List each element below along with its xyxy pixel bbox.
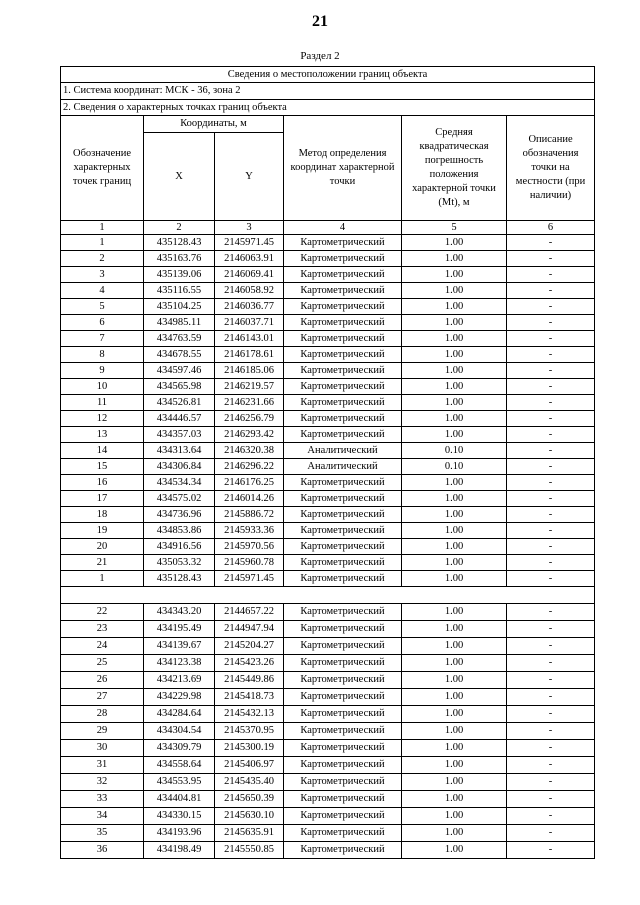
column-number: 2 — [144, 221, 215, 235]
column-number: 4 — [284, 221, 402, 235]
coord-x: 435053.32 — [144, 555, 215, 571]
coord-y: 2145370.95 — [215, 723, 284, 740]
description: - — [507, 740, 595, 757]
error-value: 1.00 — [402, 347, 507, 363]
description: - — [507, 475, 595, 491]
error-value: 1.00 — [402, 604, 507, 621]
coord-y: 2145300.19 — [215, 740, 284, 757]
column-number: 5 — [402, 221, 507, 235]
error-value: 1.00 — [402, 523, 507, 539]
point-number: 1 — [61, 571, 144, 587]
error-value: 1.00 — [402, 723, 507, 740]
description: - — [507, 459, 595, 475]
coord-y: 2145970.56 — [215, 539, 284, 555]
point-number: 11 — [61, 395, 144, 411]
coord-x: 434313.64 — [144, 443, 215, 459]
description: - — [507, 791, 595, 808]
method: Картометрический — [284, 491, 402, 507]
table-row — [61, 475, 595, 491]
description: - — [507, 235, 595, 251]
method: Картометрический — [284, 251, 402, 267]
error-value: 1.00 — [402, 491, 507, 507]
coord-x: 434678.55 — [144, 347, 215, 363]
method: Картометрический — [284, 379, 402, 395]
table-row — [61, 672, 595, 689]
coord-x: 435128.43 — [144, 571, 215, 587]
point-number: 29 — [61, 723, 144, 740]
table-row — [61, 808, 595, 825]
table-row — [61, 395, 595, 411]
coord-x: 434853.86 — [144, 523, 215, 539]
description: - — [507, 621, 595, 638]
description: - — [507, 267, 595, 283]
error-value: 1.00 — [402, 331, 507, 347]
method: Картометрический — [284, 689, 402, 706]
coord-x: 434736.96 — [144, 507, 215, 523]
point-number: 27 — [61, 689, 144, 706]
method: Картометрический — [284, 315, 402, 331]
description: - — [507, 672, 595, 689]
coord-y: 2145550.85 — [215, 842, 284, 859]
coord-y: 2145435.40 — [215, 774, 284, 791]
point-number: 4 — [61, 283, 144, 299]
method: Картометрический — [284, 475, 402, 491]
table-row — [61, 427, 595, 443]
description: - — [507, 411, 595, 427]
coord-y: 2146176.25 — [215, 475, 284, 491]
point-number: 21 — [61, 555, 144, 571]
error-value: 1.00 — [402, 672, 507, 689]
coord-y: 2145650.39 — [215, 791, 284, 808]
description: - — [507, 539, 595, 555]
method: Картометрический — [284, 808, 402, 825]
header-point-designation: Обозначение характерных точек границ — [61, 116, 144, 221]
method: Картометрический — [284, 842, 402, 859]
point-number: 14 — [61, 443, 144, 459]
point-number: 6 — [61, 315, 144, 331]
description: - — [507, 774, 595, 791]
method: Картометрический — [284, 235, 402, 251]
coord-x: 434309.79 — [144, 740, 215, 757]
boundary-points-table — [60, 66, 595, 859]
method: Картометрический — [284, 706, 402, 723]
error-value: 1.00 — [402, 808, 507, 825]
coord-y: 2146063.91 — [215, 251, 284, 267]
point-number: 35 — [61, 825, 144, 842]
coord-y: 2146231.66 — [215, 395, 284, 411]
coord-y: 2146037.71 — [215, 315, 284, 331]
description: - — [507, 842, 595, 859]
method: Картометрический — [284, 555, 402, 571]
description: - — [507, 491, 595, 507]
point-number: 10 — [61, 379, 144, 395]
point-number: 17 — [61, 491, 144, 507]
error-value: 1.00 — [402, 757, 507, 774]
method: Картометрический — [284, 825, 402, 842]
coord-x: 435116.55 — [144, 283, 215, 299]
description: - — [507, 315, 595, 331]
point-number: 20 — [61, 539, 144, 555]
point-number: 18 — [61, 507, 144, 523]
coord-y: 2146058.92 — [215, 283, 284, 299]
coord-x: 434597.46 — [144, 363, 215, 379]
column-number: 3 — [215, 221, 284, 235]
coord-x: 434304.54 — [144, 723, 215, 740]
description: - — [507, 825, 595, 842]
error-value: 1.00 — [402, 427, 507, 443]
point-number: 2 — [61, 251, 144, 267]
coord-y: 2146143.01 — [215, 331, 284, 347]
description: - — [507, 604, 595, 621]
error-value: 1.00 — [402, 740, 507, 757]
coord-y: 2145971.45 — [215, 571, 284, 587]
description: - — [507, 638, 595, 655]
error-value: 1.00 — [402, 638, 507, 655]
coord-y: 2145960.78 — [215, 555, 284, 571]
coord-x: 435139.06 — [144, 267, 215, 283]
point-number: 5 — [61, 299, 144, 315]
coord-x: 434343.20 — [144, 604, 215, 621]
table-row — [61, 443, 595, 459]
point-number: 9 — [61, 363, 144, 379]
error-value: 1.00 — [402, 283, 507, 299]
description: - — [507, 299, 595, 315]
point-number: 24 — [61, 638, 144, 655]
point-number: 26 — [61, 672, 144, 689]
table-row — [61, 842, 595, 859]
description: - — [507, 555, 595, 571]
contour-separator-row — [61, 587, 595, 604]
description: - — [507, 443, 595, 459]
coord-x: 434139.67 — [144, 638, 215, 655]
coord-x: 434123.38 — [144, 655, 215, 672]
point-number: 34 — [61, 808, 144, 825]
table-row — [61, 689, 595, 706]
method: Картометрический — [284, 604, 402, 621]
coord-y: 2146219.57 — [215, 379, 284, 395]
column-number: 1 — [61, 221, 144, 235]
coord-x: 434229.98 — [144, 689, 215, 706]
point-number: 15 — [61, 459, 144, 475]
table-row — [61, 315, 595, 331]
method: Картометрический — [284, 363, 402, 379]
error-value: 1.00 — [402, 539, 507, 555]
coord-y: 2145406.97 — [215, 757, 284, 774]
coord-x: 434534.34 — [144, 475, 215, 491]
description: - — [507, 251, 595, 267]
table-row — [61, 331, 595, 347]
coord-y: 2145630.10 — [215, 808, 284, 825]
error-value: 1.00 — [402, 315, 507, 331]
header-x: X — [144, 133, 215, 221]
coord-x: 434284.64 — [144, 706, 215, 723]
table-row — [61, 507, 595, 523]
section-label: Раздел 2 — [300, 50, 340, 62]
coord-y: 2145432.13 — [215, 706, 284, 723]
table-row — [61, 539, 595, 555]
column-number-row — [61, 221, 595, 235]
point-number: 19 — [61, 523, 144, 539]
coord-y: 2144657.22 — [215, 604, 284, 621]
coord-y: 2145204.27 — [215, 638, 284, 655]
point-number: 8 — [61, 347, 144, 363]
method: Картометрический — [284, 283, 402, 299]
error-value: 1.00 — [402, 571, 507, 587]
table-row — [61, 491, 595, 507]
method: Картометрический — [284, 347, 402, 363]
point-number: 33 — [61, 791, 144, 808]
method: Картометрический — [284, 523, 402, 539]
method: Картометрический — [284, 638, 402, 655]
method: Картометрический — [284, 723, 402, 740]
coord-y: 2146036.77 — [215, 299, 284, 315]
coord-x: 434565.98 — [144, 379, 215, 395]
method: Картометрический — [284, 571, 402, 587]
error-value: 1.00 — [402, 555, 507, 571]
coord-x: 434306.84 — [144, 459, 215, 475]
table-row — [61, 555, 595, 571]
method: Картометрический — [284, 672, 402, 689]
method: Картометрический — [284, 427, 402, 443]
point-number: 23 — [61, 621, 144, 638]
method: Картометрический — [284, 757, 402, 774]
coord-y: 2145423.26 — [215, 655, 284, 672]
error-value: 1.00 — [402, 507, 507, 523]
coord-x: 434526.81 — [144, 395, 215, 411]
error-value: 1.00 — [402, 299, 507, 315]
coord-x: 434985.11 — [144, 315, 215, 331]
table-row — [61, 379, 595, 395]
coord-y: 2145449.86 — [215, 672, 284, 689]
coord-y: 2146296.22 — [215, 459, 284, 475]
description: - — [507, 808, 595, 825]
point-number: 16 — [61, 475, 144, 491]
description: - — [507, 655, 595, 672]
table-title: Сведения о местоположении границ объекта — [61, 67, 595, 83]
method: Картометрический — [284, 267, 402, 283]
table-row — [61, 251, 595, 267]
description: - — [507, 689, 595, 706]
table-row — [61, 267, 595, 283]
method: Аналитический — [284, 443, 402, 459]
table-row — [61, 655, 595, 672]
method: Картометрический — [284, 299, 402, 315]
description: - — [507, 363, 595, 379]
point-number: 28 — [61, 706, 144, 723]
coord-y: 2145933.36 — [215, 523, 284, 539]
point-number: 36 — [61, 842, 144, 859]
method: Картометрический — [284, 411, 402, 427]
coord-y: 2146014.26 — [215, 491, 284, 507]
point-number: 25 — [61, 655, 144, 672]
coord-x: 434916.56 — [144, 539, 215, 555]
method: Картометрический — [284, 621, 402, 638]
header-y: Y — [215, 133, 284, 221]
coord-x: 435128.43 — [144, 235, 215, 251]
table-row — [61, 363, 595, 379]
coord-x: 435163.76 — [144, 251, 215, 267]
coord-x: 434558.64 — [144, 757, 215, 774]
table-row — [61, 723, 595, 740]
error-value: 1.00 — [402, 267, 507, 283]
coord-y: 2146256.79 — [215, 411, 284, 427]
description: - — [507, 379, 595, 395]
description: - — [507, 283, 595, 299]
point-number: 1 — [61, 235, 144, 251]
table-row — [61, 825, 595, 842]
table-row — [61, 235, 595, 251]
error-value: 1.00 — [402, 706, 507, 723]
coord-y: 2146069.41 — [215, 267, 284, 283]
table-row — [61, 283, 595, 299]
point-number: 7 — [61, 331, 144, 347]
point-number: 22 — [61, 604, 144, 621]
coord-x: 435104.25 — [144, 299, 215, 315]
error-value: 1.00 — [402, 791, 507, 808]
method: Картометрический — [284, 539, 402, 555]
coord-x: 434404.81 — [144, 791, 215, 808]
description: - — [507, 723, 595, 740]
coord-y: 2144947.94 — [215, 621, 284, 638]
error-value: 1.00 — [402, 251, 507, 267]
coord-y: 2146293.42 — [215, 427, 284, 443]
coord-x: 434213.69 — [144, 672, 215, 689]
point-number: 32 — [61, 774, 144, 791]
point-number: 12 — [61, 411, 144, 427]
error-value: 1.00 — [402, 621, 507, 638]
method: Аналитический — [284, 459, 402, 475]
coord-y: 2146320.38 — [215, 443, 284, 459]
coord-x: 434195.49 — [144, 621, 215, 638]
error-value: 1.00 — [402, 411, 507, 427]
table-row — [61, 604, 595, 621]
table-row — [61, 459, 595, 475]
error-value: 0.10 — [402, 459, 507, 475]
method: Картометрический — [284, 655, 402, 672]
coord-y: 2146185.06 — [215, 363, 284, 379]
header-method: Метод определения координат характерной точки — [284, 116, 402, 221]
point-number: 13 — [61, 427, 144, 443]
coord-x: 434553.95 — [144, 774, 215, 791]
table-row — [61, 638, 595, 655]
error-value: 1.00 — [402, 379, 507, 395]
table-row — [61, 740, 595, 757]
method: Картометрический — [284, 774, 402, 791]
coord-x: 434446.57 — [144, 411, 215, 427]
point-number: 3 — [61, 267, 144, 283]
table-row — [61, 757, 595, 774]
method: Картометрический — [284, 791, 402, 808]
description: - — [507, 427, 595, 443]
coord-y: 2146178.61 — [215, 347, 284, 363]
error-value: 1.00 — [402, 774, 507, 791]
description: - — [507, 395, 595, 411]
coord-system-row: 1. Система координат: МСК - 36, зона 2 — [61, 83, 595, 100]
description: - — [507, 757, 595, 774]
page-number: 21 — [312, 13, 328, 30]
error-value: 1.00 — [402, 235, 507, 251]
table-row — [61, 299, 595, 315]
coord-y: 2145971.45 — [215, 235, 284, 251]
description: - — [507, 347, 595, 363]
error-value: 1.00 — [402, 363, 507, 379]
coord-x: 434763.59 — [144, 331, 215, 347]
points-heading-row: 2. Сведения о характерных точках границ объекта — [61, 100, 595, 116]
description: - — [507, 523, 595, 539]
table-row — [61, 621, 595, 638]
method: Картометрический — [284, 395, 402, 411]
description: - — [507, 706, 595, 723]
point-number: 31 — [61, 757, 144, 774]
coord-x: 434575.02 — [144, 491, 215, 507]
coord-x: 434357.03 — [144, 427, 215, 443]
table-row — [61, 706, 595, 723]
method: Картометрический — [284, 331, 402, 347]
table-row — [61, 571, 595, 587]
error-value: 1.00 — [402, 689, 507, 706]
point-number: 30 — [61, 740, 144, 757]
table-row — [61, 411, 595, 427]
table-row — [61, 791, 595, 808]
table-row — [61, 523, 595, 539]
description: - — [507, 571, 595, 587]
error-value: 1.00 — [402, 825, 507, 842]
table-row — [61, 347, 595, 363]
method: Картометрический — [284, 740, 402, 757]
error-value: 1.00 — [402, 395, 507, 411]
header-coordinates: Координаты, м — [144, 116, 284, 133]
column-number: 6 — [507, 221, 595, 235]
method: Картометрический — [284, 507, 402, 523]
coord-y: 2145886.72 — [215, 507, 284, 523]
coord-y: 2145635.91 — [215, 825, 284, 842]
coord-y: 2145418.73 — [215, 689, 284, 706]
coord-x: 434198.49 — [144, 842, 215, 859]
error-value: 1.00 — [402, 475, 507, 491]
error-value: 1.00 — [402, 655, 507, 672]
error-value: 1.00 — [402, 842, 507, 859]
description: - — [507, 507, 595, 523]
separator-cell — [61, 587, 595, 604]
error-value: 0.10 — [402, 443, 507, 459]
coord-x: 434193.96 — [144, 825, 215, 842]
description: - — [507, 331, 595, 347]
header-description: Описание обозначения точки на местности (при наличии) — [507, 116, 595, 221]
coord-x: 434330.15 — [144, 808, 215, 825]
header-error: Средняя квадратическая погрешность положения характерной точки (Mt), м — [402, 116, 507, 221]
table-row — [61, 774, 595, 791]
